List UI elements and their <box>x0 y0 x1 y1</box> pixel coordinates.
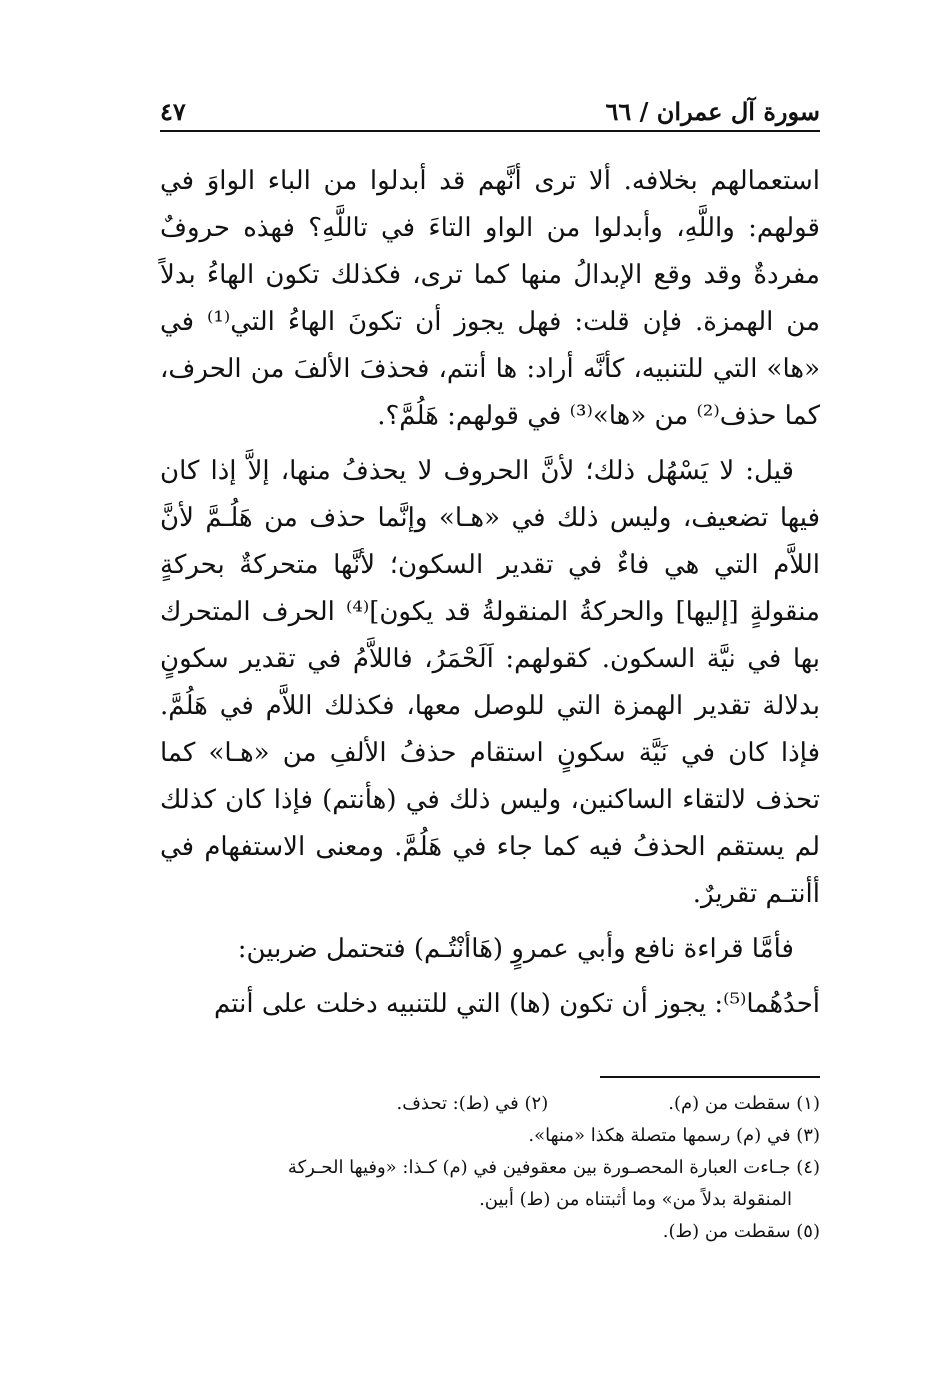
paragraph-4: أحدُهُما⁽⁵⁾: يجوز أن تكون (ها) التي للتنبيه دخلت على أنتم <box>213 989 820 1019</box>
book-page <box>160 86 820 1306</box>
header-title: سورة آل عمران / ٦٦ <box>605 97 820 126</box>
footnote-4-line-2: المنقولة بدلاً من» وما أثبتناه من (ط) أبين. <box>479 1189 792 1210</box>
footnote-1: (١) سقطت من (م). <box>668 1093 820 1114</box>
body-text <box>160 158 820 1028</box>
footnote-2: (٢) في (ط): تحذف. <box>396 1093 549 1114</box>
footnotes <box>160 1088 820 1248</box>
footnote-row-1 <box>160 1088 820 1120</box>
header-rule <box>160 130 820 132</box>
page-number: ٤٧ <box>160 97 186 126</box>
footnote-5: (٥) سقطت من (ط). <box>662 1221 820 1242</box>
paragraph-1: استعمالهم بخلافه. ألا ترى أنَّهم قد أبدلوا من الباء الواوَ في قولهم: واللَّهِ، وأبدلوا من الواو التاءَ في تاللَّهِ؟ فهذه حروفٌ مفردةٌ وقد وقع الإبدالُ منها كما ترى، فكذلك تكون الهاءُ بدلاً من الهمزة. فإن قلت: فهل يجوز أن تكونَ الهاءُ التي⁽¹⁾ في «ها» التي للتنبيه، كأنَّه أراد: ها أنتم، فحذفَ الألفَ من الحرف، كما حذف⁽²⁾ من «ها»⁽³⁾ في قولهم: هَلُمَّ؟. <box>160 166 821 431</box>
paragraph-2: قيل: لا يَسْهُل ذلك؛ لأنَّ الحروف لا يحذفُ منها، إلاَّ إذا كان فيها تضعيف، وليس ذلك في «هـا» وإنَّما حذف من هَلُـمَّ لأنَّ اللاَّم التي هي فاءٌ في تقدير السكون؛ لأنَّها متحركةٌ بحركةٍ منقولةٍ [إليها] والحركةُ المنقولةُ قد يكون]⁽⁴⁾ الحرف المتحرك بها في نيَّة السكون. كقولهم: اَلَحْمَرُ، فاللاَّمُ في تقدير سكونٍ بدلالة تقدير الهمزة التي للوصل معها، فكذلك اللاَّم في هَلُمَّ. فإذا كان في نَيَّة سكونٍ استقام حذفُ الألفِ من «هـا» كما تحذف لالتقاء الساكنين، وليس ذلك في (هأنتم) فإذا كان كذلك لم يستقم الحذفُ فيه كما جاء في هَلُمَّ. ومعنى الاستفهام في أأنتـم تقريرٌ. <box>160 456 820 909</box>
footnote-rule <box>600 1076 820 1078</box>
running-header <box>160 86 820 126</box>
paragraph-3: فأمَّا قراءة نافع وأبي عمروٍ (هَاأنْتُـم) فتحتمل ضربين: <box>237 934 794 964</box>
footnote-3: (٣) في (م) رسمها متصلة هكذا «منها». <box>528 1125 820 1146</box>
footnote-4-line-1: (٤) جـاءت العبارة المحصـورة بين معقوفين في (م) كـذا: «وفيها الحـركة <box>287 1157 820 1178</box>
